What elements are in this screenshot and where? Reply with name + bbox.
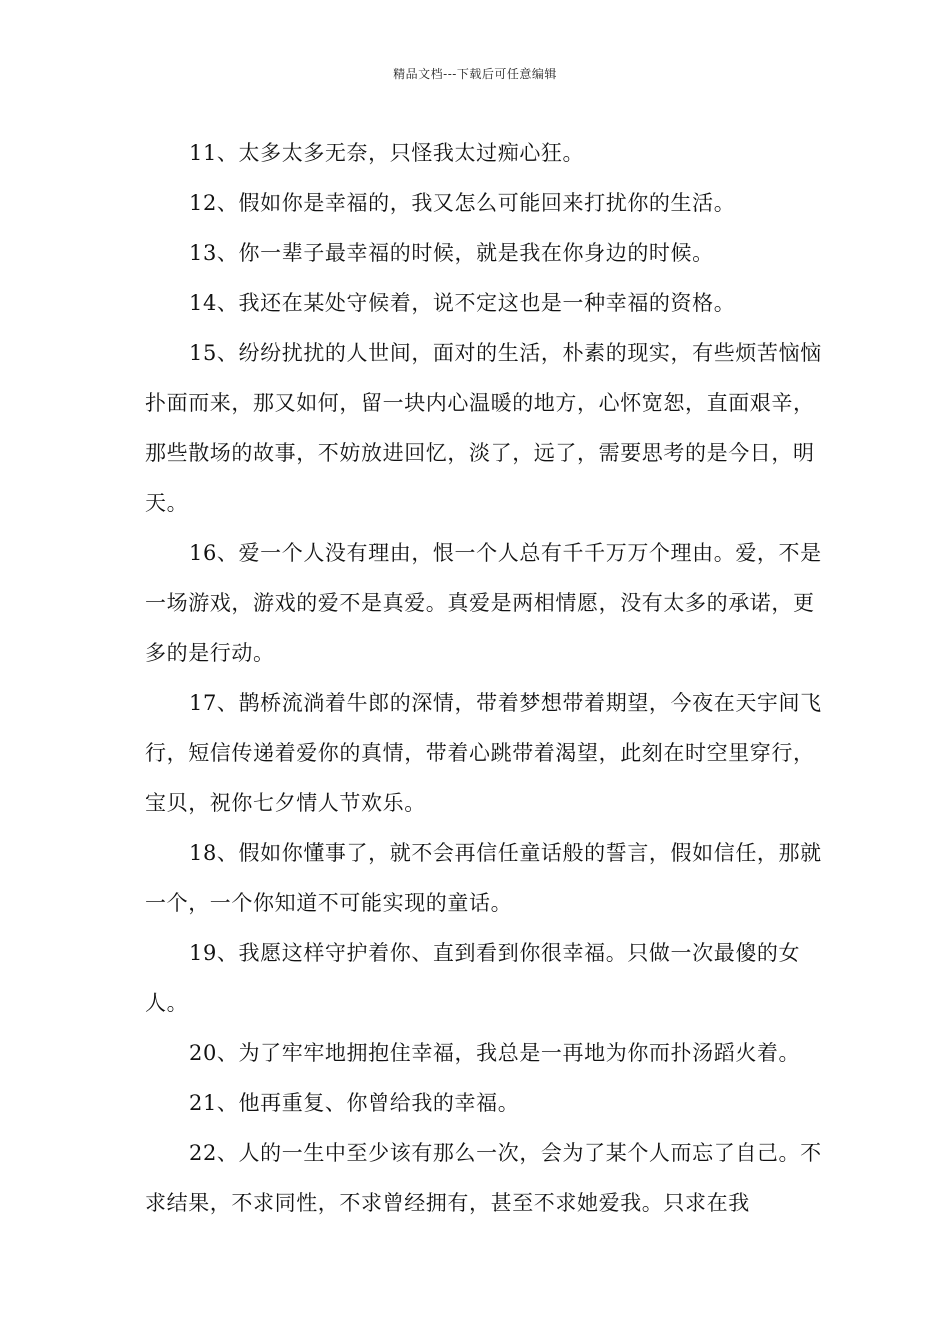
paragraph-15: 15、纷纷扰扰的人世间，面对的生活，朴素的现实，有些烦苦恼恼扑面而来，那又如何，留一块内心温暖的地方，心怀宽恕，直面艰辛，那些散场的故事，不妨放进回忆，淡了，远了，需要思考的是今日，明天。 — [145, 341, 822, 515]
paragraph-14: 14、我还在某处守候着，说不定这也是一种幸福的资格。 — [189, 291, 736, 315]
paragraph-22: 22、人的一生中至少该有那么一次，会为了某个人而忘了自己。不求结果，不求同性，不求曾经拥有，甚至不求她爱我。只求在我 — [145, 1141, 822, 1215]
paragraph-19: 19、我愿这样守护着你、直到看到你很幸福。只做一次最傻的女人。 — [145, 941, 801, 1015]
paragraph-16: 16、爱一个人没有理由，恨一个人总有千千万万个理由。爱，不是一场游戏，游戏的爱不是真爱。真爱是两相情愿，没有太多的承诺，更多的是行动。 — [145, 541, 822, 665]
paragraph-13: 13、你一辈子最幸福的时候，就是我在你身边的时候。 — [189, 241, 714, 265]
document-body — [145, 128, 825, 1228]
paragraph-18: 18、假如你懂事了，就不会再信任童话般的誓言，假如信任，那就一个，一个你知道不可能实现的童话。 — [145, 841, 822, 915]
paragraph-21: 21、他再重复、你曾给我的幸福。 — [189, 1091, 520, 1115]
paragraph-12: 12、假如你是幸福的，我又怎么可能回来打扰你的生活。 — [189, 191, 736, 215]
paragraph-11: 11、太多太多无奈，只怪我太过痴心狂。 — [189, 141, 585, 165]
paragraph-20: 20、为了牢牢地拥抱住幸福，我总是一再地为你而扑汤蹈火着。 — [189, 1041, 801, 1065]
page-header: 精品文档---下载后可任意编辑 — [393, 67, 557, 81]
paragraph-17: 17、鹊桥流淌着牛郎的深情，带着梦想带着期望，今夜在天宇间飞行，短信传递着爱你的真情，带着心跳带着渴望，此刻在时空里穿行，宝贝，祝你七夕情人节欢乐。 — [145, 691, 822, 815]
